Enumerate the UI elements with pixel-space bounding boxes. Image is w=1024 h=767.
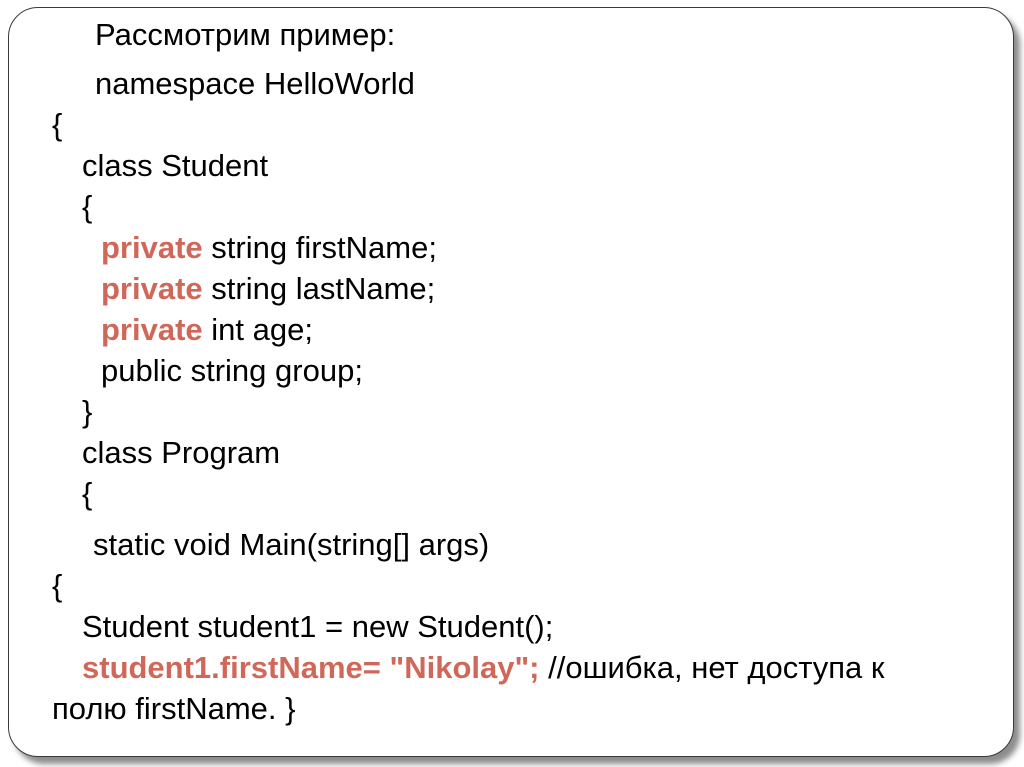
code-line bbox=[82, 188, 92, 226]
code-text: { bbox=[82, 189, 93, 224]
code-text: } bbox=[82, 394, 93, 429]
slide-heading bbox=[95, 16, 395, 54]
code-line bbox=[82, 147, 268, 185]
code-text: { bbox=[52, 107, 63, 142]
code-line bbox=[52, 567, 62, 605]
code-text: string firstName; bbox=[202, 230, 437, 265]
code-line bbox=[82, 608, 553, 646]
code-text: public string group; bbox=[101, 353, 363, 388]
code-line bbox=[101, 270, 435, 308]
code-text: { bbox=[82, 476, 93, 511]
code-line bbox=[95, 65, 415, 103]
code-line bbox=[82, 434, 280, 472]
code-text: string lastName; bbox=[202, 271, 436, 306]
code-line bbox=[82, 393, 92, 431]
code-text: class Student bbox=[82, 148, 269, 183]
code-line bbox=[52, 690, 296, 728]
highlighted-code: student1.firstName= "Nikolay"; bbox=[82, 650, 540, 685]
code-text: static void Main(string[] args) bbox=[93, 527, 490, 562]
keyword-private: private bbox=[101, 271, 203, 306]
code-text: int age; bbox=[202, 312, 313, 347]
code-text: Student student1 = new Student(); bbox=[82, 609, 554, 644]
keyword-private: private bbox=[101, 230, 203, 265]
code-line bbox=[101, 229, 437, 267]
code-text: { bbox=[52, 568, 63, 603]
keyword-private: private bbox=[101, 312, 203, 347]
code-line bbox=[82, 475, 92, 513]
code-line bbox=[101, 352, 363, 390]
heading-text: Рассмотрим пример: bbox=[95, 17, 396, 52]
code-line bbox=[52, 106, 62, 144]
code-line bbox=[101, 311, 313, 349]
code-text: namespace HelloWorld bbox=[95, 66, 415, 101]
code-text: полю firstName. } bbox=[52, 691, 296, 726]
code-line bbox=[82, 649, 884, 687]
code-line bbox=[93, 526, 489, 564]
code-comment: //ошибка, нет доступа к bbox=[539, 650, 885, 685]
code-text: class Program bbox=[82, 435, 281, 470]
